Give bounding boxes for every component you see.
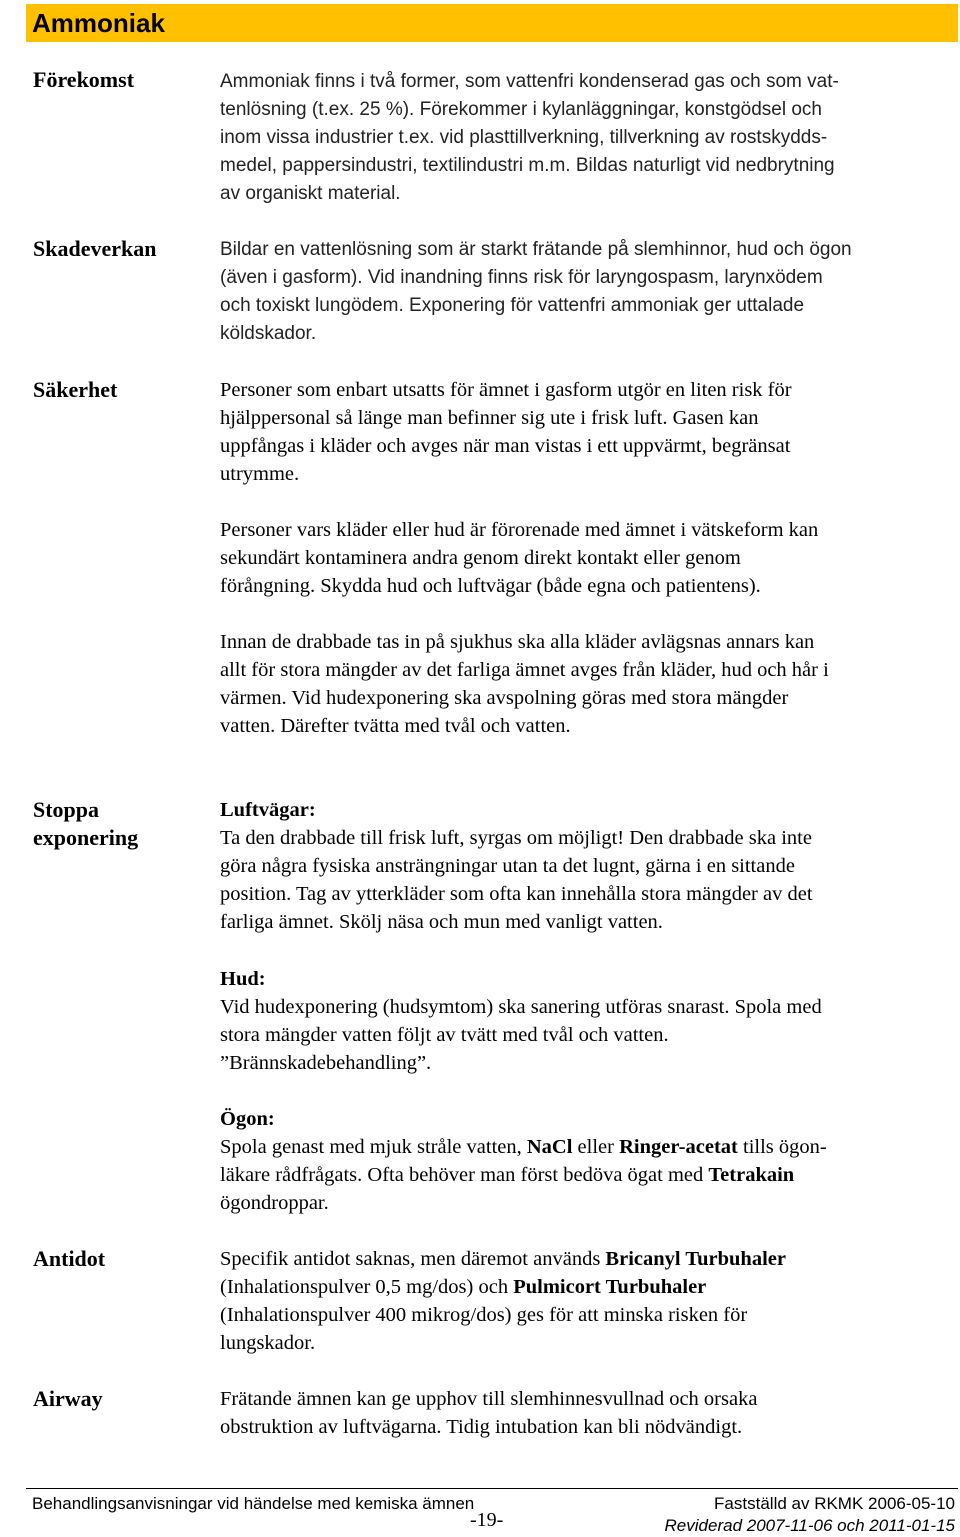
text-line: Ta den drabbade till frisk luft, syrgas om möjligt! Den drabbade ska inte: [220, 827, 812, 849]
text-line: farliga ämnet. Skölj näsa och mun med vanligt vatten.: [220, 911, 663, 933]
section-text-sakerhet-p2: [220, 516, 950, 600]
text-line: medel, pappersindustri, textilindustri m.m. Bildas naturligt vid nedbrytning: [220, 155, 835, 176]
section-label-sakerhet: Säkerhet: [33, 377, 118, 402]
text-line: vatten. Därefter tvätta med tvål och vatten.: [220, 715, 571, 737]
text-line: allt för stora mängder av det farliga ämnet avges från kläder, hud och hår i: [220, 659, 829, 681]
text-line: inom vissa industrier t.ex. vid plasttillverkning, tillverkning av rostskydds-: [220, 127, 828, 148]
text-line: värmen. Vid hudexponering ska avspolning göras med stora mängder: [220, 687, 789, 709]
section-text-ogon: [220, 1105, 950, 1217]
text-line: uppfångas i kläder och avges när man vistas i ett uppvärmt, begränsat: [220, 435, 791, 457]
title-bar: [26, 4, 958, 42]
page-number: -19-: [470, 1509, 504, 1531]
text-line: [220, 1133, 950, 1161]
footer-document-title: Behandlingsanvisningar vid händelse med kemiska ämnen: [32, 1494, 475, 1513]
section-text-antidot: [220, 1245, 950, 1357]
section-label-stoppa-exponering: [33, 796, 138, 852]
bold-term: Pulmicort Turbuhaler: [513, 1276, 707, 1298]
text-line: Personer vars kläder eller hud är förorenade med ämnet i vätskeform kan: [220, 519, 819, 541]
text-line: lungskador.: [220, 1332, 316, 1354]
section-text-luftvagar: [220, 796, 950, 936]
text-line: Ammoniak finns i två former, som vattenfri kondenserad gas och som vat-: [220, 71, 839, 92]
footer-established: Fastställd av RKMK 2006-05-10: [714, 1494, 955, 1513]
section-label-antidot: Antidot: [33, 1246, 106, 1271]
text-run: tills ögon-: [737, 1136, 827, 1158]
text-line: utrymme.: [220, 463, 300, 485]
label-line: exponering: [33, 825, 139, 850]
section-text-sakerhet-p3: [220, 628, 950, 740]
text-line: ”Brännskadebehandling”.: [220, 1052, 432, 1074]
section-label-forekomst: Förekomst: [33, 67, 135, 92]
section-label-airway: Airway: [33, 1386, 103, 1411]
subheading-luftvagar: Luftvägar:: [220, 799, 316, 821]
text-line: av organiskt material.: [220, 183, 401, 204]
bold-term: Bricanyl Turbuhaler: [605, 1248, 786, 1270]
subheading-ogon: Ögon:: [220, 1108, 275, 1130]
text-line: tenlösning (t.ex. 25 %). Förekommer i kylanläggningar, konstgödsel och: [220, 99, 822, 120]
page-title: Ammoniak: [32, 8, 165, 38]
section-label-skadeverkan: Skadeverkan: [33, 236, 157, 261]
section-text-airway: [220, 1385, 950, 1441]
text-line: stora mängder vatten följt av tvätt med tvål och vatten.: [220, 1024, 669, 1046]
section-text-hud: [220, 965, 950, 1077]
text-line: göra några fysiska ansträngningar utan ta det lugnt, gärna i en sittande: [220, 855, 795, 877]
section-text-skadeverkan: [220, 236, 950, 348]
bold-term: NaCl: [526, 1136, 573, 1158]
footer-divider: [26, 1488, 958, 1489]
text-line: [220, 1245, 950, 1273]
text-line: förångning. Skydda hud och luftvägar (både egna och patientens).: [220, 575, 761, 597]
subheading-hud: Hud:: [220, 968, 266, 990]
bold-term: Tetrakain: [708, 1164, 795, 1186]
text-line: obstruktion av luftvägarna. Tidig intubation kan bli nödvändigt.: [220, 1416, 743, 1438]
text-line: (även i gasform). Vid inandning finns risk för laryngospasm, larynxödem: [220, 267, 823, 288]
text-line: Bildar en vattenlösning som är starkt frätande på slemhinnor, hud och ögon: [220, 239, 852, 260]
text-line: Frätande ämnen kan ge upphov till slemhinnesvullnad och orsaka: [220, 1388, 758, 1410]
text-line: och toxiskt lungödem. Exponering för vattenfri ammoniak ger uttalade: [220, 295, 805, 316]
text-line: position. Tag av ytterkläder som ofta kan innehålla stora mängder av det: [220, 883, 813, 905]
text-line: [220, 1161, 950, 1189]
text-line: [220, 1273, 950, 1301]
text-line: Personer som enbart utsatts för ämnet i gasform utgör en liten risk för: [220, 379, 792, 401]
text-run: läkare rådfrågats. Ofta behöver man först bedöva ögat med: [220, 1164, 709, 1186]
section-text-sakerhet-p1: [220, 376, 950, 488]
text-run: Specifik antidot saknas, men däremot används: [220, 1248, 606, 1270]
section-text-forekomst: [220, 68, 950, 208]
text-run: Spola genast med mjuk stråle vatten,: [220, 1136, 527, 1158]
text-line: ögondroppar.: [220, 1192, 329, 1214]
text-line: hjälppersonal så länge man befinner sig ute i frisk luft. Gasen kan: [220, 407, 759, 429]
text-run: (Inhalationspulver 0,5 mg/dos) och: [220, 1276, 514, 1298]
text-line: sekundärt kontaminera andra genom direkt kontakt eller genom: [220, 547, 741, 569]
text-line: köldskador.: [220, 323, 317, 344]
text-line: Vid hudexponering (hudsymtom) ska sanering utföras snarast. Spola med: [220, 996, 822, 1018]
label-line: Stoppa: [33, 797, 100, 822]
footer-revised: Reviderad 2007-11-06 och 2011-01-15: [664, 1516, 955, 1535]
text-line: Innan de drabbade tas in på sjukhus ska alla kläder avlägsnas annars kan: [220, 631, 815, 653]
bold-term: Ringer-acetat: [619, 1136, 738, 1158]
text-line: (Inhalationspulver 400 mikrog/dos) ges för att minska risken för: [220, 1304, 748, 1326]
text-run: eller: [572, 1136, 620, 1158]
